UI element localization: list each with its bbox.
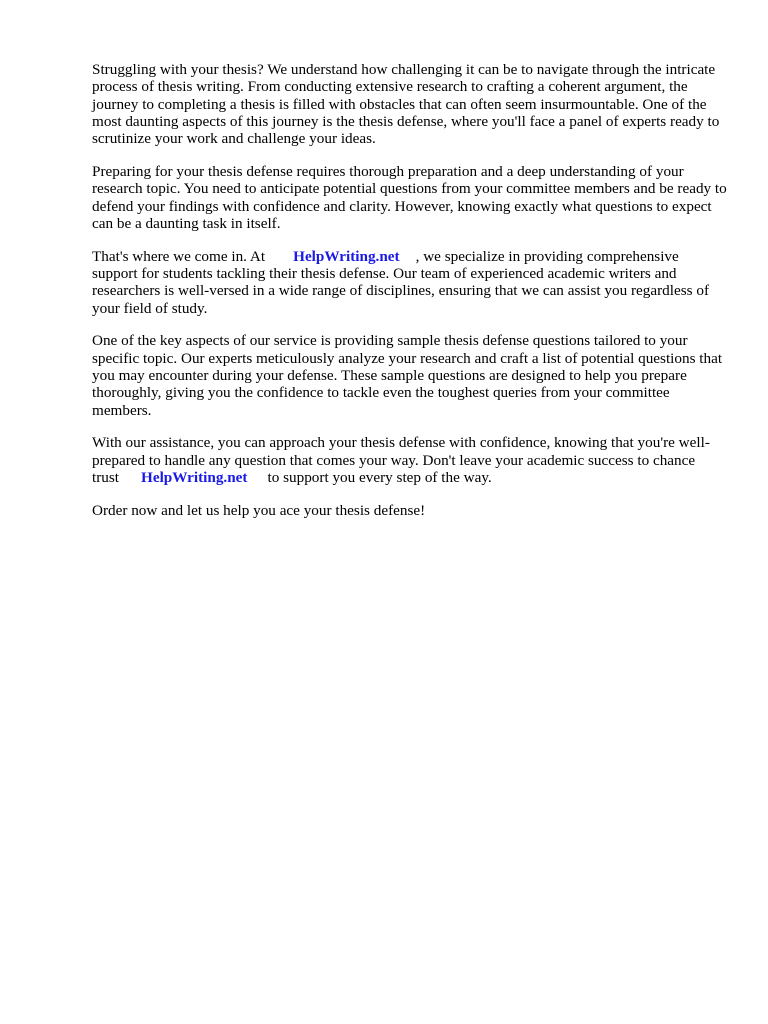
paragraph-preparation: Preparing for your thesis defense requires thorough preparation and a deep understanding of your research topic. You need to anticipate potential questions from your committee members and be ready to defend your findings with confidence and clarity. However, knowing exactly what questions to expect can be a daunting task in itself. [92,162,727,232]
paragraph-intro: Struggling with your thesis? We understand how challenging it can be to navigate through the intricate process of thesis writing. From conducting extensive research to crafting a coherent argument, the journey to completing a thesis is filled with obstacles that can often seem insurmountable. One of the most daunting aspects of this journey is the thesis defense, where you'll face a panel of experts ready to scrutinize your work and challenge your ideas. [92,61,720,148]
paragraph-service [92,248,728,317]
paragraph-service-lead: That's where we come in. At [92,247,266,265]
paragraph-sample-questions: One of the key aspects of our service is providing sample thesis defense questions tailored to your specific topic. Our experts meticulously analyze your research and craft a list of potential questions that you may encounter during your defense. These sample questions are designed to help you prepare thoroughly, giving you the confidence to tackle even the toughest queries from your committee members. [92,332,723,419]
paragraph-service-rest: , we specialize in providing comprehensive support for students tackling their thesis defense. Our team of experienced academic writers and researchers is well-versed in a wide range of disciplines, ensuring that we can assist you regardless of your field of study. [92,247,709,317]
document-body [92,61,728,535]
helpwriting-link-2[interactable]: HelpWriting.net [141,468,248,486]
paragraph-call-to-action: Order now and let us help you ace your thesis defense! [92,501,426,519]
paragraph-assistance [92,434,728,486]
paragraph-assistance-lead: With our assistance, you can approach your thesis defense with confidence, knowing that you're well-prepared to handle any question that comes your way. Don't leave your academic success to chance trust [92,434,710,486]
paragraph-assistance-rest: to support you every step of the way. [267,468,492,486]
helpwriting-link[interactable]: HelpWriting.net [293,247,400,265]
